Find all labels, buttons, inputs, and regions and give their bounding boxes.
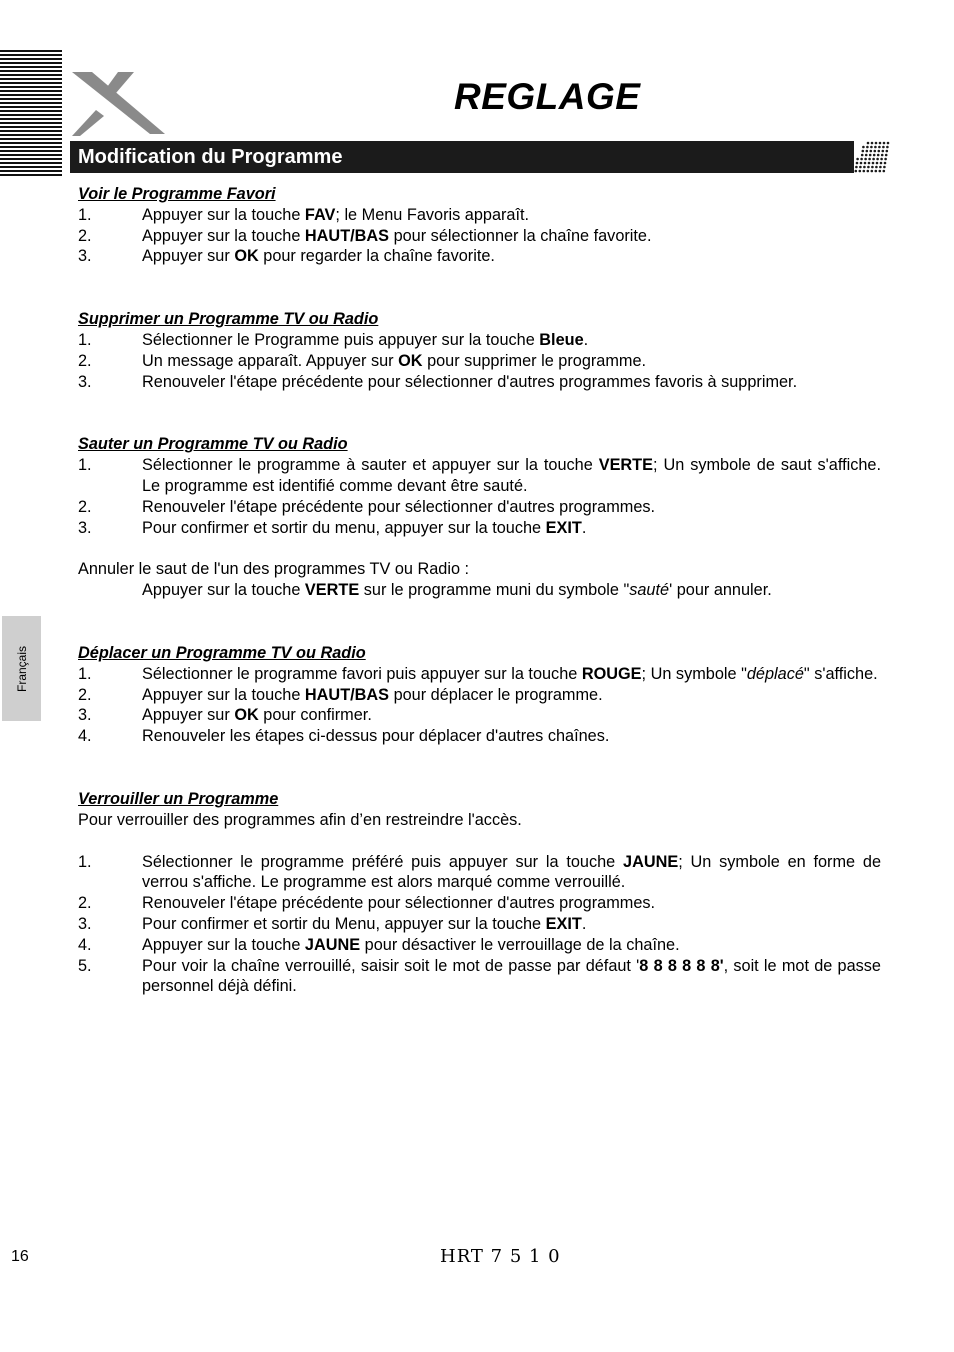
step-text — [142, 726, 881, 747]
step-item — [78, 455, 881, 497]
key-label: EXIT — [545, 914, 582, 933]
text-run: Pour confirmer et sortir du Menu, appuyer sur la touche — [142, 914, 546, 933]
text-run: pour désactiver le verrouillage de la chaîne. — [360, 935, 680, 954]
text-run: Appuyer sur la touche — [142, 581, 305, 600]
step-item — [78, 852, 881, 894]
steps-list — [78, 330, 881, 392]
step-item — [78, 372, 881, 393]
italic-term: sauté — [629, 581, 670, 600]
step-item — [78, 914, 881, 935]
decorative-stripes — [0, 50, 62, 176]
step-number: 3. — [78, 372, 92, 391]
text-run: Sélectionner le programme préféré puis appuyer sur la touche — [142, 852, 624, 871]
text-run: Appuyer sur — [142, 247, 235, 266]
italic-term: déplacé — [746, 664, 804, 683]
text-run: Sélectionner le programme à sauter et appuyer sur la touche — [142, 456, 599, 475]
text-run: Renouveler les étapes ci-dessus pour déplacer d'autres chaînes. — [142, 727, 610, 746]
step-text — [142, 935, 881, 956]
step-text — [142, 455, 881, 497]
step-number: 2. — [78, 497, 92, 516]
key-label: ROUGE — [581, 664, 642, 683]
key-label: OK — [234, 706, 259, 725]
key-label: VERTE — [304, 581, 360, 600]
text-run: Annuler le saut de l'un des programmes TV ou Radio : — [78, 560, 470, 579]
key-label: Bleue — [539, 330, 584, 349]
step-number: 3. — [78, 518, 92, 537]
section-header: Modification du Programme — [70, 141, 854, 173]
key-label: HAUT/BAS — [304, 226, 390, 245]
note-indented-paragraph — [142, 580, 881, 601]
key-label: FAV — [304, 205, 336, 224]
step-text — [142, 518, 881, 539]
step-number: 3. — [78, 247, 92, 266]
intro-paragraph — [78, 810, 881, 831]
step-number: 3. — [78, 706, 92, 725]
subsection-title: Verrouiller un Programme — [78, 789, 279, 808]
step-item — [78, 226, 881, 247]
step-item — [78, 935, 881, 956]
page-number: 16 — [11, 1248, 29, 1265]
text-run: ; Un symbole " — [641, 664, 747, 683]
key-label: JAUNE — [623, 852, 679, 871]
text-run: Appuyer sur — [142, 706, 235, 725]
step-text — [142, 685, 881, 706]
text-run: Un message apparaît. Appuyer sur — [142, 351, 399, 370]
step-text — [142, 226, 881, 247]
text-run: ' pour annuler. — [669, 581, 772, 600]
text-run: ; Un symbole en forme de verrou s'affiche. Le programme est alors marqué comme verrouillé. — [142, 852, 881, 892]
text-run: Renouveler l'étape précédente pour sélectionner d'autres programmes favoris à supprimer. — [142, 372, 798, 391]
step-item — [78, 705, 881, 726]
text-run: Appuyer sur la touche — [142, 935, 305, 954]
text-run: ; Un symbole de saut s'affiche. Le programme est identifié comme devant être sauté. — [142, 456, 881, 495]
key-label: HAUT/BAS — [304, 685, 390, 704]
step-text — [142, 330, 881, 351]
step-text — [142, 372, 881, 393]
step-item — [78, 205, 881, 226]
step-text — [142, 664, 881, 685]
text-run: pour sélectionner la chaîne favorite. — [389, 226, 652, 245]
step-number: 1. — [78, 330, 92, 349]
key-label: EXIT — [545, 518, 582, 537]
main-content — [78, 184, 881, 997]
steps-list — [78, 205, 881, 267]
step-text — [142, 956, 881, 998]
step-text — [142, 351, 881, 372]
text-run: Appuyer sur la touche — [142, 205, 305, 224]
text-run: . — [581, 518, 587, 537]
step-number: 4. — [78, 935, 92, 954]
text-run: pour supprimer le programme. — [422, 351, 647, 370]
text-run: Appuyer sur la touche — [142, 685, 305, 704]
step-text — [142, 205, 881, 226]
text-run: Renouveler l'étape précédente pour sélectionner d'autres programmes. — [142, 497, 656, 516]
subsection-title: Voir le Programme Favori — [78, 185, 276, 203]
text-run: pour déplacer le programme. — [389, 685, 603, 704]
steps-list — [78, 664, 881, 747]
text-run: sur le programme muni du symbole " — [359, 581, 630, 600]
step-item — [78, 518, 881, 539]
model-name: HRT 7 5 1 0 — [440, 1246, 561, 1267]
step-text — [142, 893, 881, 914]
text-run: Sélectionner le Programme puis appuyer sur la touche — [142, 330, 540, 349]
step-number: 3. — [78, 914, 92, 933]
step-item — [78, 726, 881, 747]
step-number: 2. — [78, 351, 92, 370]
step-number: 2. — [78, 685, 92, 704]
step-item — [78, 246, 881, 267]
step-text — [142, 705, 881, 726]
step-text — [142, 914, 881, 935]
step-number: 1. — [78, 852, 92, 871]
text-run: pour confirmer. — [258, 706, 372, 725]
page-title: REGLAGE — [454, 76, 641, 117]
key-label: 8 8 8 8 8 8' — [639, 956, 724, 975]
subsection-title: Supprimer un Programme TV ou Radio — [78, 310, 379, 329]
decorative-dots-icon — [850, 141, 890, 173]
step-item — [78, 893, 881, 914]
key-label: OK — [398, 351, 423, 370]
key-label: OK — [234, 247, 259, 266]
step-number: 4. — [78, 727, 92, 746]
subsection-title: Sauter un Programme TV ou Radio — [78, 435, 348, 454]
text-run: ; le Menu Favoris apparaît. — [335, 205, 530, 224]
step-text — [142, 497, 881, 518]
text-run: Renouveler l'étape précédente pour sélectionner d'autres programmes. — [142, 894, 656, 913]
steps-list — [78, 852, 881, 998]
steps-list — [78, 455, 881, 538]
note-paragraph — [78, 559, 881, 580]
key-label: VERTE — [598, 456, 653, 475]
language-tab — [2, 616, 41, 721]
subsection-title: Déplacer un Programme TV ou Radio — [78, 643, 366, 662]
step-number: 2. — [78, 894, 92, 913]
language-label: Français — [14, 645, 29, 692]
step-item — [78, 685, 881, 706]
step-text — [142, 246, 881, 267]
step-number: 2. — [78, 226, 92, 245]
step-number: 1. — [78, 664, 92, 683]
text-run: . — [581, 914, 587, 933]
step-item — [78, 330, 881, 351]
brand-x-logo-icon — [70, 70, 170, 140]
text-run: . — [583, 330, 589, 349]
text-run: Pour confirmer et sortir du menu, appuyer sur la touche — [142, 518, 546, 537]
step-text — [142, 852, 881, 894]
key-label: JAUNE — [304, 935, 361, 954]
step-item — [78, 664, 881, 685]
text-run: Appuyer sur la touche — [142, 226, 305, 245]
step-item — [78, 956, 881, 998]
text-run: , soit le mot de passe personnel déjà défini. — [142, 956, 881, 996]
text-run: Pour voir la chaîne verrouillé, saisir soit le mot de passe par défaut ' — [142, 956, 640, 975]
text-run: Sélectionner le programme favori puis appuyer sur la touche — [142, 664, 582, 683]
text-run: pour regarder la chaîne favorite. — [258, 247, 495, 266]
step-item — [78, 351, 881, 372]
step-item — [78, 497, 881, 518]
step-number: 1. — [78, 456, 92, 475]
step-number: 5. — [78, 956, 92, 975]
text-run: Pour verrouiller des programmes afin d’en restreindre l'accès. — [78, 810, 522, 829]
text-run: " s'affiche. — [803, 664, 878, 683]
step-number: 1. — [78, 205, 92, 224]
